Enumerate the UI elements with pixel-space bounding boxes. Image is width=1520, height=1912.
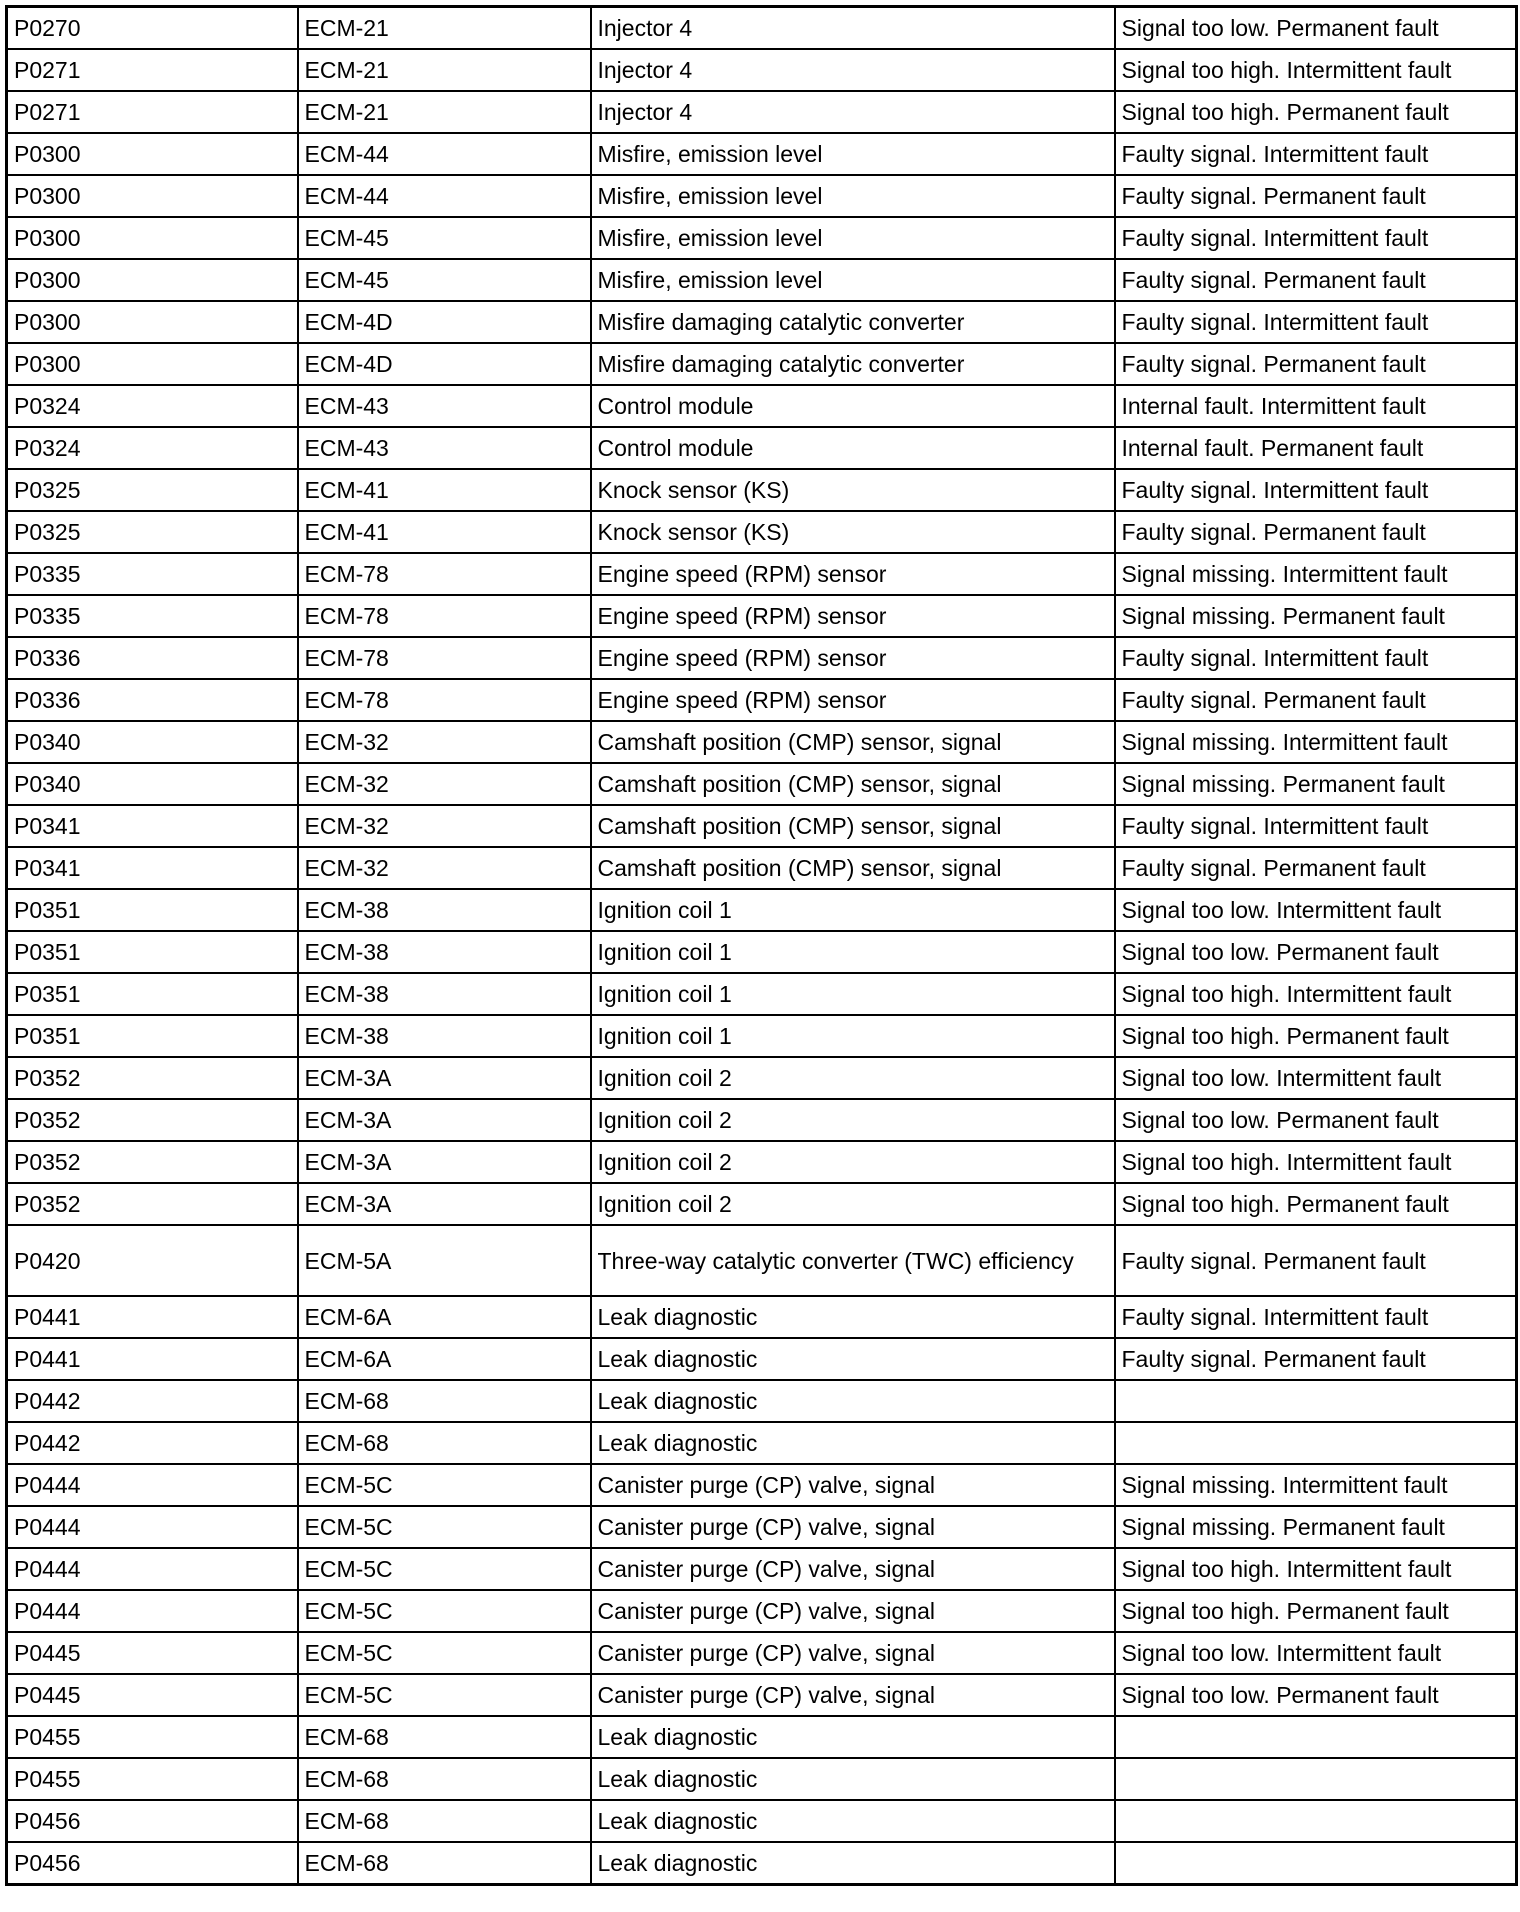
dtc-code-cell: P0442 bbox=[7, 1422, 298, 1464]
component-cell: Misfire damaging catalytic converter bbox=[591, 343, 1115, 385]
component-cell: Control module bbox=[591, 427, 1115, 469]
ecm-code-cell: ECM-43 bbox=[298, 427, 591, 469]
dtc-code-cell: P0351 bbox=[7, 973, 298, 1015]
dtc-table-body bbox=[7, 7, 1517, 1885]
dtc-code-cell: P0456 bbox=[7, 1842, 298, 1885]
ecm-code-cell: ECM-3A bbox=[298, 1099, 591, 1141]
fault-type-cell: Signal too low. Intermittent fault bbox=[1115, 889, 1517, 931]
table-row bbox=[7, 1057, 1517, 1099]
table-row bbox=[7, 1296, 1517, 1338]
ecm-code-cell: ECM-43 bbox=[298, 385, 591, 427]
component-cell: Misfire damaging catalytic converter bbox=[591, 301, 1115, 343]
ecm-code-cell: ECM-5C bbox=[298, 1590, 591, 1632]
fault-type-cell bbox=[1115, 1842, 1517, 1885]
fault-type-cell: Faulty signal. Intermittent fault bbox=[1115, 469, 1517, 511]
table-row bbox=[7, 973, 1517, 1015]
component-cell: Leak diagnostic bbox=[591, 1422, 1115, 1464]
ecm-code-cell: ECM-32 bbox=[298, 721, 591, 763]
ecm-code-cell: ECM-21 bbox=[298, 7, 591, 50]
table-row bbox=[7, 1548, 1517, 1590]
fault-type-cell: Faulty signal. Permanent fault bbox=[1115, 847, 1517, 889]
component-cell: Camshaft position (CMP) sensor, signal bbox=[591, 805, 1115, 847]
table-row bbox=[7, 343, 1517, 385]
ecm-code-cell: ECM-6A bbox=[298, 1296, 591, 1338]
ecm-code-cell: ECM-38 bbox=[298, 973, 591, 1015]
dtc-code-cell: P0271 bbox=[7, 49, 298, 91]
table-row bbox=[7, 91, 1517, 133]
component-cell: Leak diagnostic bbox=[591, 1380, 1115, 1422]
dtc-code-cell: P0445 bbox=[7, 1674, 298, 1716]
dtc-code-cell: P0335 bbox=[7, 595, 298, 637]
component-cell: Canister purge (CP) valve, signal bbox=[591, 1674, 1115, 1716]
component-cell: Ignition coil 1 bbox=[591, 973, 1115, 1015]
fault-type-cell: Faulty signal. Permanent fault bbox=[1115, 679, 1517, 721]
dtc-code-cell: P0444 bbox=[7, 1590, 298, 1632]
fault-type-cell: Signal too high. Permanent fault bbox=[1115, 1015, 1517, 1057]
component-cell: Engine speed (RPM) sensor bbox=[591, 637, 1115, 679]
fault-type-cell: Signal too low. Intermittent fault bbox=[1115, 1632, 1517, 1674]
ecm-code-cell: ECM-3A bbox=[298, 1057, 591, 1099]
table-row bbox=[7, 889, 1517, 931]
dtc-code-cell: P0455 bbox=[7, 1758, 298, 1800]
ecm-code-cell: ECM-38 bbox=[298, 931, 591, 973]
fault-type-cell: Faulty signal. Permanent fault bbox=[1115, 259, 1517, 301]
fault-type-cell: Faulty signal. Permanent fault bbox=[1115, 175, 1517, 217]
ecm-code-cell: ECM-5C bbox=[298, 1548, 591, 1590]
ecm-code-cell: ECM-68 bbox=[298, 1842, 591, 1885]
table-row bbox=[7, 553, 1517, 595]
fault-type-cell: Faulty signal. Permanent fault bbox=[1115, 511, 1517, 553]
ecm-code-cell: ECM-44 bbox=[298, 175, 591, 217]
ecm-code-cell: ECM-68 bbox=[298, 1758, 591, 1800]
component-cell: Three-way catalytic converter (TWC) efficiency bbox=[591, 1225, 1115, 1296]
ecm-code-cell: ECM-45 bbox=[298, 217, 591, 259]
ecm-code-cell: ECM-3A bbox=[298, 1183, 591, 1225]
ecm-code-cell: ECM-21 bbox=[298, 49, 591, 91]
ecm-code-cell: ECM-68 bbox=[298, 1800, 591, 1842]
table-row bbox=[7, 1758, 1517, 1800]
component-cell: Leak diagnostic bbox=[591, 1716, 1115, 1758]
dtc-code-cell: P0351 bbox=[7, 931, 298, 973]
fault-type-cell: Signal too high. Intermittent fault bbox=[1115, 1141, 1517, 1183]
fault-type-cell: Faulty signal. Permanent fault bbox=[1115, 343, 1517, 385]
dtc-code-cell: P0444 bbox=[7, 1548, 298, 1590]
component-cell: Engine speed (RPM) sensor bbox=[591, 595, 1115, 637]
fault-type-cell: Faulty signal. Intermittent fault bbox=[1115, 133, 1517, 175]
component-cell: Engine speed (RPM) sensor bbox=[591, 679, 1115, 721]
table-row bbox=[7, 1183, 1517, 1225]
fault-type-cell: Faulty signal. Permanent fault bbox=[1115, 1338, 1517, 1380]
table-row bbox=[7, 847, 1517, 889]
component-cell: Ignition coil 1 bbox=[591, 931, 1115, 973]
fault-type-cell: Faulty signal. Intermittent fault bbox=[1115, 1296, 1517, 1338]
component-cell: Camshaft position (CMP) sensor, signal bbox=[591, 847, 1115, 889]
fault-type-cell: Signal too low. Permanent fault bbox=[1115, 931, 1517, 973]
ecm-code-cell: ECM-78 bbox=[298, 679, 591, 721]
ecm-code-cell: ECM-5A bbox=[298, 1225, 591, 1296]
table-row bbox=[7, 217, 1517, 259]
dtc-code-cell: P0351 bbox=[7, 889, 298, 931]
dtc-code-cell: P0335 bbox=[7, 553, 298, 595]
component-cell: Misfire, emission level bbox=[591, 175, 1115, 217]
fault-type-cell: Signal too high. Permanent fault bbox=[1115, 1183, 1517, 1225]
dtc-code-cell: P0300 bbox=[7, 259, 298, 301]
dtc-code-cell: P0442 bbox=[7, 1380, 298, 1422]
table-row bbox=[7, 595, 1517, 637]
dtc-code-cell: P0456 bbox=[7, 1800, 298, 1842]
component-cell: Camshaft position (CMP) sensor, signal bbox=[591, 721, 1115, 763]
fault-type-cell: Signal too low. Permanent fault bbox=[1115, 1674, 1517, 1716]
component-cell: Leak diagnostic bbox=[591, 1296, 1115, 1338]
dtc-code-cell: P0300 bbox=[7, 175, 298, 217]
fault-type-cell: Signal too high. Intermittent fault bbox=[1115, 973, 1517, 1015]
ecm-code-cell: ECM-3A bbox=[298, 1141, 591, 1183]
table-row bbox=[7, 1338, 1517, 1380]
table-row bbox=[7, 679, 1517, 721]
ecm-code-cell: ECM-78 bbox=[298, 553, 591, 595]
component-cell: Misfire, emission level bbox=[591, 133, 1115, 175]
ecm-code-cell: ECM-21 bbox=[298, 91, 591, 133]
component-cell: Leak diagnostic bbox=[591, 1800, 1115, 1842]
component-cell: Control module bbox=[591, 385, 1115, 427]
table-row bbox=[7, 133, 1517, 175]
dtc-code-cell: P0351 bbox=[7, 1015, 298, 1057]
table-row bbox=[7, 721, 1517, 763]
component-cell: Ignition coil 1 bbox=[591, 889, 1115, 931]
component-cell: Knock sensor (KS) bbox=[591, 511, 1115, 553]
dtc-code-cell: P0341 bbox=[7, 847, 298, 889]
fault-type-cell: Internal fault. Permanent fault bbox=[1115, 427, 1517, 469]
fault-type-cell bbox=[1115, 1800, 1517, 1842]
component-cell: Misfire, emission level bbox=[591, 217, 1115, 259]
component-cell: Leak diagnostic bbox=[591, 1758, 1115, 1800]
ecm-code-cell: ECM-44 bbox=[298, 133, 591, 175]
fault-type-cell: Faulty signal. Intermittent fault bbox=[1115, 217, 1517, 259]
table-row bbox=[7, 805, 1517, 847]
component-cell: Canister purge (CP) valve, signal bbox=[591, 1590, 1115, 1632]
fault-type-cell: Signal missing. Permanent fault bbox=[1115, 763, 1517, 805]
fault-type-cell: Faulty signal. Intermittent fault bbox=[1115, 805, 1517, 847]
component-cell: Ignition coil 2 bbox=[591, 1099, 1115, 1141]
ecm-code-cell: ECM-4D bbox=[298, 301, 591, 343]
component-cell: Ignition coil 2 bbox=[591, 1183, 1115, 1225]
table-row bbox=[7, 469, 1517, 511]
fault-type-cell: Signal too high. Intermittent fault bbox=[1115, 49, 1517, 91]
dtc-code-cell: P0270 bbox=[7, 7, 298, 50]
fault-type-cell: Signal missing. Permanent fault bbox=[1115, 595, 1517, 637]
table-row bbox=[7, 1800, 1517, 1842]
dtc-code-cell: P0324 bbox=[7, 385, 298, 427]
table-row bbox=[7, 1422, 1517, 1464]
component-cell: Ignition coil 2 bbox=[591, 1141, 1115, 1183]
fault-type-cell bbox=[1115, 1716, 1517, 1758]
table-row bbox=[7, 1141, 1517, 1183]
ecm-code-cell: ECM-6A bbox=[298, 1338, 591, 1380]
component-cell: Camshaft position (CMP) sensor, signal bbox=[591, 763, 1115, 805]
fault-type-cell: Signal too low. Permanent fault bbox=[1115, 7, 1517, 50]
table-row bbox=[7, 259, 1517, 301]
dtc-code-cell: P0420 bbox=[7, 1225, 298, 1296]
fault-type-cell bbox=[1115, 1422, 1517, 1464]
table-row bbox=[7, 763, 1517, 805]
fault-type-cell: Signal too high. Intermittent fault bbox=[1115, 1548, 1517, 1590]
ecm-code-cell: ECM-45 bbox=[298, 259, 591, 301]
table-row bbox=[7, 1506, 1517, 1548]
ecm-code-cell: ECM-68 bbox=[298, 1422, 591, 1464]
table-row bbox=[7, 427, 1517, 469]
dtc-table bbox=[5, 5, 1518, 1886]
fault-type-cell: Signal too high. Permanent fault bbox=[1115, 1590, 1517, 1632]
ecm-code-cell: ECM-78 bbox=[298, 595, 591, 637]
dtc-code-cell: P0340 bbox=[7, 721, 298, 763]
component-cell: Canister purge (CP) valve, signal bbox=[591, 1464, 1115, 1506]
dtc-code-cell: P0441 bbox=[7, 1296, 298, 1338]
ecm-code-cell: ECM-38 bbox=[298, 1015, 591, 1057]
table-row bbox=[7, 1632, 1517, 1674]
component-cell: Misfire, emission level bbox=[591, 259, 1115, 301]
table-row bbox=[7, 1380, 1517, 1422]
dtc-code-cell: P0352 bbox=[7, 1057, 298, 1099]
table-row bbox=[7, 1842, 1517, 1885]
table-row bbox=[7, 511, 1517, 553]
fault-type-cell: Signal missing. Intermittent fault bbox=[1115, 553, 1517, 595]
table-row bbox=[7, 301, 1517, 343]
table-row bbox=[7, 1716, 1517, 1758]
component-cell: Ignition coil 1 bbox=[591, 1015, 1115, 1057]
dtc-code-cell: P0325 bbox=[7, 511, 298, 553]
ecm-code-cell: ECM-41 bbox=[298, 469, 591, 511]
ecm-code-cell: ECM-41 bbox=[298, 511, 591, 553]
fault-type-cell: Signal missing. Intermittent fault bbox=[1115, 721, 1517, 763]
dtc-code-cell: P0441 bbox=[7, 1338, 298, 1380]
fault-type-cell: Faulty signal. Intermittent fault bbox=[1115, 637, 1517, 679]
table-row bbox=[7, 931, 1517, 973]
dtc-code-cell: P0271 bbox=[7, 91, 298, 133]
ecm-code-cell: ECM-32 bbox=[298, 805, 591, 847]
dtc-code-cell: P0336 bbox=[7, 679, 298, 721]
fault-type-cell bbox=[1115, 1758, 1517, 1800]
table-row bbox=[7, 7, 1517, 50]
dtc-code-cell: P0341 bbox=[7, 805, 298, 847]
ecm-code-cell: ECM-68 bbox=[298, 1716, 591, 1758]
component-cell: Leak diagnostic bbox=[591, 1338, 1115, 1380]
ecm-code-cell: ECM-68 bbox=[298, 1380, 591, 1422]
fault-type-cell bbox=[1115, 1380, 1517, 1422]
table-row bbox=[7, 385, 1517, 427]
ecm-code-cell: ECM-32 bbox=[298, 847, 591, 889]
ecm-code-cell: ECM-4D bbox=[298, 343, 591, 385]
table-row bbox=[7, 1015, 1517, 1057]
document-page bbox=[5, 5, 1515, 1912]
dtc-code-cell: P0340 bbox=[7, 763, 298, 805]
fault-type-cell: Faulty signal. Intermittent fault bbox=[1115, 301, 1517, 343]
component-cell: Leak diagnostic bbox=[591, 1842, 1115, 1885]
dtc-code-cell: P0445 bbox=[7, 1632, 298, 1674]
table-row bbox=[7, 1464, 1517, 1506]
dtc-code-cell: P0300 bbox=[7, 301, 298, 343]
component-cell: Injector 4 bbox=[591, 91, 1115, 133]
ecm-code-cell: ECM-78 bbox=[298, 637, 591, 679]
component-cell: Ignition coil 2 bbox=[591, 1057, 1115, 1099]
component-cell: Knock sensor (KS) bbox=[591, 469, 1115, 511]
dtc-code-cell: P0352 bbox=[7, 1099, 298, 1141]
table-row bbox=[7, 49, 1517, 91]
ecm-code-cell: ECM-32 bbox=[298, 763, 591, 805]
fault-type-cell: Signal missing. Permanent fault bbox=[1115, 1506, 1517, 1548]
table-row bbox=[7, 175, 1517, 217]
dtc-code-cell: P0455 bbox=[7, 1716, 298, 1758]
dtc-code-cell: P0444 bbox=[7, 1464, 298, 1506]
dtc-code-cell: P0325 bbox=[7, 469, 298, 511]
component-cell: Engine speed (RPM) sensor bbox=[591, 553, 1115, 595]
table-row bbox=[7, 1674, 1517, 1716]
fault-type-cell: Signal too high. Permanent fault bbox=[1115, 91, 1517, 133]
fault-type-cell: Signal too low. Intermittent fault bbox=[1115, 1057, 1517, 1099]
dtc-code-cell: P0300 bbox=[7, 133, 298, 175]
component-cell: Canister purge (CP) valve, signal bbox=[591, 1506, 1115, 1548]
component-cell: Canister purge (CP) valve, signal bbox=[591, 1632, 1115, 1674]
ecm-code-cell: ECM-38 bbox=[298, 889, 591, 931]
fault-type-cell: Signal missing. Intermittent fault bbox=[1115, 1464, 1517, 1506]
ecm-code-cell: ECM-5C bbox=[298, 1632, 591, 1674]
dtc-code-cell: P0336 bbox=[7, 637, 298, 679]
table-row bbox=[7, 1099, 1517, 1141]
component-cell: Canister purge (CP) valve, signal bbox=[591, 1548, 1115, 1590]
fault-type-cell: Signal too low. Permanent fault bbox=[1115, 1099, 1517, 1141]
ecm-code-cell: ECM-5C bbox=[298, 1674, 591, 1716]
dtc-code-cell: P0300 bbox=[7, 217, 298, 259]
dtc-code-cell: P0352 bbox=[7, 1183, 298, 1225]
dtc-code-cell: P0444 bbox=[7, 1506, 298, 1548]
ecm-code-cell: ECM-5C bbox=[298, 1506, 591, 1548]
table-row bbox=[7, 1590, 1517, 1632]
component-cell: Injector 4 bbox=[591, 49, 1115, 91]
dtc-code-cell: P0352 bbox=[7, 1141, 298, 1183]
fault-type-cell: Faulty signal. Permanent fault bbox=[1115, 1225, 1517, 1296]
component-cell: Injector 4 bbox=[591, 7, 1115, 50]
dtc-code-cell: P0300 bbox=[7, 343, 298, 385]
table-row bbox=[7, 1225, 1517, 1296]
fault-type-cell: Internal fault. Intermittent fault bbox=[1115, 385, 1517, 427]
table-row bbox=[7, 637, 1517, 679]
dtc-code-cell: P0324 bbox=[7, 427, 298, 469]
ecm-code-cell: ECM-5C bbox=[298, 1464, 591, 1506]
